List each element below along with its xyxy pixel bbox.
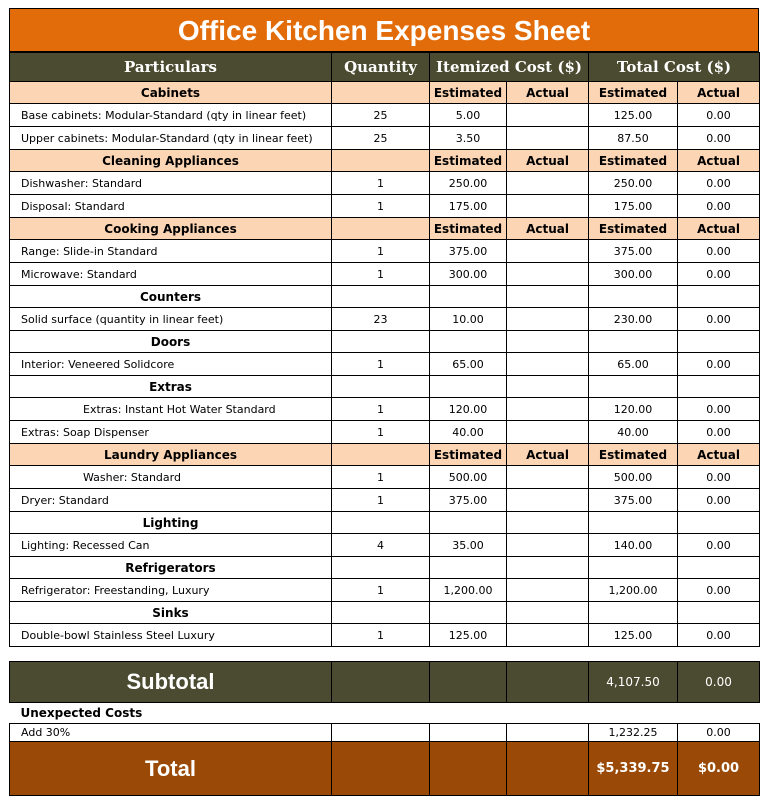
item-name: Dishwasher: Standard bbox=[10, 172, 332, 195]
item-total-estimated: 300.00 bbox=[589, 263, 678, 286]
section-quantity-blank bbox=[332, 286, 430, 308]
item-quantity: 23 bbox=[332, 308, 430, 331]
item-total-actual: 0.00 bbox=[678, 353, 760, 376]
section-estimated-label bbox=[430, 286, 507, 308]
section-header-row bbox=[10, 444, 760, 466]
section-estimated-label bbox=[430, 376, 507, 398]
section-name: Cooking Appliances bbox=[10, 218, 332, 240]
section-header-row bbox=[10, 286, 760, 308]
item-name: Range: Slide-in Standard bbox=[10, 240, 332, 263]
section-name: Lighting bbox=[10, 512, 332, 534]
item-name: Extras: Instant Hot Water Standard bbox=[10, 398, 332, 421]
table-row bbox=[10, 195, 760, 218]
section-total-actual-label bbox=[678, 376, 760, 398]
section-name: Sinks bbox=[10, 602, 332, 624]
header-quantity: Quantity bbox=[332, 53, 430, 82]
section-total-actual-label bbox=[678, 557, 760, 579]
header-particulars: Particulars bbox=[10, 53, 332, 82]
item-total-estimated: 120.00 bbox=[589, 398, 678, 421]
item-actual-cost bbox=[507, 172, 589, 195]
item-actual-cost bbox=[507, 624, 589, 647]
item-quantity: 1 bbox=[332, 195, 430, 218]
item-total-actual: 0.00 bbox=[678, 308, 760, 331]
item-quantity: 1 bbox=[332, 466, 430, 489]
section-actual-label bbox=[507, 602, 589, 624]
add-percent-actual: 0.00 bbox=[678, 724, 760, 742]
item-actual-cost bbox=[507, 308, 589, 331]
item-quantity: 1 bbox=[332, 421, 430, 444]
item-actual-cost bbox=[507, 263, 589, 286]
expenses-table bbox=[9, 52, 760, 647]
section-actual-label: Actual bbox=[507, 82, 589, 104]
item-estimated-cost: 3.50 bbox=[430, 127, 507, 150]
section-name: Doors bbox=[10, 331, 332, 353]
unexpected-costs-label: Unexpected Costs bbox=[10, 703, 760, 724]
add-percent-label: Add 30% bbox=[10, 724, 332, 742]
section-header-row bbox=[10, 557, 760, 579]
table-row bbox=[10, 353, 760, 376]
table-row bbox=[10, 579, 760, 602]
section-name: Cleaning Appliances bbox=[10, 150, 332, 172]
item-total-actual: 0.00 bbox=[678, 624, 760, 647]
item-quantity: 1 bbox=[332, 579, 430, 602]
item-total-estimated: 125.00 bbox=[589, 104, 678, 127]
table-row bbox=[10, 489, 760, 512]
item-actual-cost bbox=[507, 127, 589, 150]
item-quantity: 1 bbox=[332, 353, 430, 376]
item-actual-cost bbox=[507, 195, 589, 218]
section-total-actual-label: Actual bbox=[678, 150, 760, 172]
section-name: Refrigerators bbox=[10, 557, 332, 579]
section-quantity-blank bbox=[332, 376, 430, 398]
section-quantity-blank bbox=[332, 218, 430, 240]
item-actual-cost bbox=[507, 104, 589, 127]
total-actual: $0.00 bbox=[678, 742, 760, 796]
item-actual-cost bbox=[507, 466, 589, 489]
item-actual-cost bbox=[507, 398, 589, 421]
item-total-actual: 0.00 bbox=[678, 127, 760, 150]
item-name: Interior: Veneered Solidcore bbox=[10, 353, 332, 376]
item-total-estimated: 230.00 bbox=[589, 308, 678, 331]
item-total-estimated: 175.00 bbox=[589, 195, 678, 218]
item-estimated-cost: 35.00 bbox=[430, 534, 507, 557]
unexpected-costs-row bbox=[10, 703, 760, 724]
section-quantity-blank bbox=[332, 82, 430, 104]
item-total-estimated: 125.00 bbox=[589, 624, 678, 647]
item-total-actual: 0.00 bbox=[678, 579, 760, 602]
table-row bbox=[10, 172, 760, 195]
section-total-actual-label bbox=[678, 512, 760, 534]
section-actual-label bbox=[507, 512, 589, 534]
item-total-actual: 0.00 bbox=[678, 534, 760, 557]
item-total-estimated: 140.00 bbox=[589, 534, 678, 557]
section-estimated-label: Estimated bbox=[430, 82, 507, 104]
item-quantity: 1 bbox=[332, 263, 430, 286]
section-header-row bbox=[10, 376, 760, 398]
total-row bbox=[10, 742, 760, 796]
section-header-row bbox=[10, 150, 760, 172]
item-estimated-cost: 375.00 bbox=[430, 489, 507, 512]
section-header-row bbox=[10, 82, 760, 104]
item-name: Microwave: Standard bbox=[10, 263, 332, 286]
item-total-actual: 0.00 bbox=[678, 104, 760, 127]
subtotal-estimated: 4,107.50 bbox=[589, 662, 678, 703]
item-estimated-cost: 5.00 bbox=[430, 104, 507, 127]
total-estimated: $5,339.75 bbox=[589, 742, 678, 796]
section-quantity-blank bbox=[332, 602, 430, 624]
item-total-actual: 0.00 bbox=[678, 263, 760, 286]
item-name: Upper cabinets: Modular-Standard (qty in linear feet) bbox=[10, 127, 332, 150]
item-name: Washer: Standard bbox=[10, 466, 332, 489]
item-total-estimated: 250.00 bbox=[589, 172, 678, 195]
section-total-estimated-label bbox=[589, 602, 678, 624]
item-quantity: 25 bbox=[332, 104, 430, 127]
item-total-estimated: 375.00 bbox=[589, 240, 678, 263]
section-name: Laundry Appliances bbox=[10, 444, 332, 466]
section-total-estimated-label: Estimated bbox=[589, 82, 678, 104]
section-estimated-label bbox=[430, 331, 507, 353]
section-name: Extras bbox=[10, 376, 332, 398]
section-total-actual-label bbox=[678, 602, 760, 624]
item-actual-cost bbox=[507, 489, 589, 512]
item-actual-cost bbox=[507, 421, 589, 444]
item-estimated-cost: 250.00 bbox=[430, 172, 507, 195]
section-total-actual-label bbox=[678, 331, 760, 353]
section-total-actual-label: Actual bbox=[678, 82, 760, 104]
item-total-actual: 0.00 bbox=[678, 398, 760, 421]
item-actual-cost bbox=[507, 534, 589, 557]
section-total-estimated-label bbox=[589, 286, 678, 308]
item-name: Base cabinets: Modular-Standard (qty in linear feet) bbox=[10, 104, 332, 127]
item-quantity: 1 bbox=[332, 489, 430, 512]
section-total-estimated-label bbox=[589, 557, 678, 579]
item-estimated-cost: 375.00 bbox=[430, 240, 507, 263]
section-header-row bbox=[10, 331, 760, 353]
section-actual-label bbox=[507, 557, 589, 579]
item-total-estimated: 87.50 bbox=[589, 127, 678, 150]
item-name: Double-bowl Stainless Steel Luxury bbox=[10, 624, 332, 647]
section-quantity-blank bbox=[332, 512, 430, 534]
item-quantity: 1 bbox=[332, 624, 430, 647]
item-name: Lighting: Recessed Can bbox=[10, 534, 332, 557]
item-total-actual: 0.00 bbox=[678, 172, 760, 195]
item-name: Extras: Soap Dispenser bbox=[10, 421, 332, 444]
section-quantity-blank bbox=[332, 444, 430, 466]
item-estimated-cost: 300.00 bbox=[430, 263, 507, 286]
item-estimated-cost: 175.00 bbox=[430, 195, 507, 218]
table-body bbox=[10, 82, 760, 647]
table-row bbox=[10, 104, 760, 127]
item-total-actual: 0.00 bbox=[678, 195, 760, 218]
item-total-estimated: 65.00 bbox=[589, 353, 678, 376]
item-actual-cost bbox=[507, 579, 589, 602]
item-estimated-cost: 125.00 bbox=[430, 624, 507, 647]
section-name: Counters bbox=[10, 286, 332, 308]
section-total-estimated-label bbox=[589, 331, 678, 353]
section-total-actual-label bbox=[678, 286, 760, 308]
section-estimated-label bbox=[430, 602, 507, 624]
section-actual-label: Actual bbox=[507, 218, 589, 240]
item-total-estimated: 1,200.00 bbox=[589, 579, 678, 602]
sheet-title: Office Kitchen Expenses Sheet bbox=[9, 8, 759, 52]
table-row bbox=[10, 127, 760, 150]
item-total-actual: 0.00 bbox=[678, 489, 760, 512]
table-row bbox=[10, 240, 760, 263]
section-total-estimated-label bbox=[589, 376, 678, 398]
item-estimated-cost: 120.00 bbox=[430, 398, 507, 421]
table-row bbox=[10, 421, 760, 444]
section-quantity-blank bbox=[332, 331, 430, 353]
item-total-estimated: 500.00 bbox=[589, 466, 678, 489]
table-row bbox=[10, 466, 760, 489]
header-row bbox=[10, 53, 760, 82]
table-row bbox=[10, 263, 760, 286]
header-total-cost: Total Cost ($) bbox=[589, 53, 760, 82]
section-estimated-label bbox=[430, 512, 507, 534]
section-total-actual-label: Actual bbox=[678, 218, 760, 240]
item-total-actual: 0.00 bbox=[678, 240, 760, 263]
item-quantity: 1 bbox=[332, 398, 430, 421]
item-quantity: 25 bbox=[332, 127, 430, 150]
section-estimated-label: Estimated bbox=[430, 150, 507, 172]
add-percent-row bbox=[10, 724, 760, 742]
section-header-row bbox=[10, 512, 760, 534]
item-name: Dryer: Standard bbox=[10, 489, 332, 512]
section-actual-label bbox=[507, 331, 589, 353]
totals-table bbox=[9, 661, 760, 796]
item-quantity: 1 bbox=[332, 172, 430, 195]
item-quantity: 4 bbox=[332, 534, 430, 557]
item-name: Solid surface (quantity in linear feet) bbox=[10, 308, 332, 331]
expenses-sheet bbox=[9, 8, 759, 796]
item-estimated-cost: 65.00 bbox=[430, 353, 507, 376]
subtotal-label: Subtotal bbox=[10, 662, 332, 703]
section-total-estimated-label: Estimated bbox=[589, 218, 678, 240]
header-itemized-cost: Itemized Cost ($) bbox=[430, 53, 589, 82]
section-estimated-label bbox=[430, 557, 507, 579]
item-total-estimated: 40.00 bbox=[589, 421, 678, 444]
table-row bbox=[10, 308, 760, 331]
item-total-actual: 0.00 bbox=[678, 421, 760, 444]
item-name: Disposal: Standard bbox=[10, 195, 332, 218]
subtotal-row bbox=[10, 662, 760, 703]
item-total-estimated: 375.00 bbox=[589, 489, 678, 512]
total-label: Total bbox=[10, 742, 332, 796]
section-actual-label bbox=[507, 286, 589, 308]
item-estimated-cost: 10.00 bbox=[430, 308, 507, 331]
table-row bbox=[10, 534, 760, 557]
section-name: Cabinets bbox=[10, 82, 332, 104]
section-header-row bbox=[10, 218, 760, 240]
section-quantity-blank bbox=[332, 150, 430, 172]
item-total-actual: 0.00 bbox=[678, 466, 760, 489]
section-total-estimated-label: Estimated bbox=[589, 150, 678, 172]
section-total-estimated-label: Estimated bbox=[589, 444, 678, 466]
subtotal-actual: 0.00 bbox=[678, 662, 760, 703]
section-header-row bbox=[10, 602, 760, 624]
item-estimated-cost: 40.00 bbox=[430, 421, 507, 444]
table-row bbox=[10, 624, 760, 647]
item-estimated-cost: 500.00 bbox=[430, 466, 507, 489]
section-actual-label: Actual bbox=[507, 444, 589, 466]
item-estimated-cost: 1,200.00 bbox=[430, 579, 507, 602]
section-total-estimated-label bbox=[589, 512, 678, 534]
table-row bbox=[10, 398, 760, 421]
section-actual-label bbox=[507, 376, 589, 398]
section-quantity-blank bbox=[332, 557, 430, 579]
section-estimated-label: Estimated bbox=[430, 218, 507, 240]
section-total-actual-label: Actual bbox=[678, 444, 760, 466]
section-estimated-label: Estimated bbox=[430, 444, 507, 466]
item-actual-cost bbox=[507, 353, 589, 376]
item-quantity: 1 bbox=[332, 240, 430, 263]
add-percent-estimated: 1,232.25 bbox=[589, 724, 678, 742]
item-actual-cost bbox=[507, 240, 589, 263]
section-actual-label: Actual bbox=[507, 150, 589, 172]
item-name: Refrigerator: Freestanding, Luxury bbox=[10, 579, 332, 602]
